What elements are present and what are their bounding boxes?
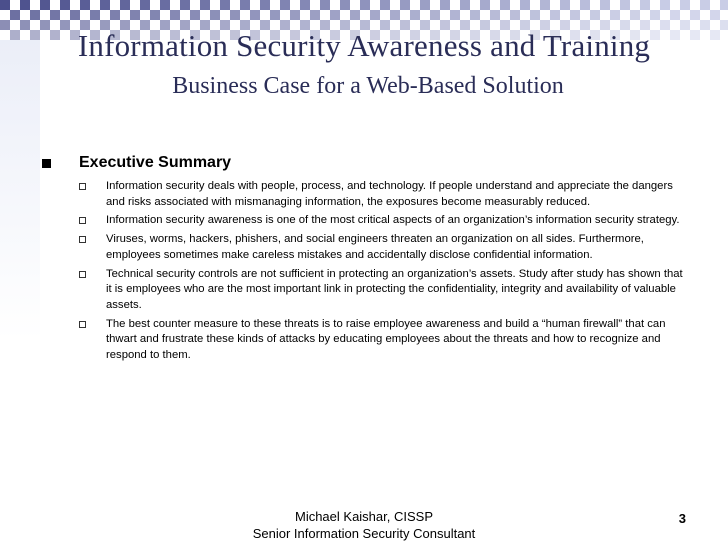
checker-cell	[180, 0, 190, 10]
slide-subtitle: Business Case for a Web-Based Solution	[172, 73, 564, 99]
checker-cell	[360, 0, 370, 10]
checker-cell	[40, 0, 50, 10]
hollow-square-bullet-icon	[79, 321, 86, 328]
checker-cell	[480, 0, 490, 10]
checker-cell	[540, 0, 550, 10]
list-item-text: Information security deals with people, process, and technology. If people understand and appreciate the dangers and risks associated with mismanaging information, the exposures become measurably reduced.	[106, 180, 673, 208]
checker-cell	[100, 0, 110, 10]
checker-cell	[150, 10, 160, 20]
checker-cell	[20, 0, 30, 10]
checker-cell	[50, 10, 60, 20]
checker-cell	[380, 0, 390, 10]
checker-cell	[550, 10, 560, 20]
checker-cell	[190, 10, 200, 20]
list-item	[73, 232, 708, 263]
checker-cell	[30, 10, 40, 20]
checker-cell	[220, 0, 230, 10]
checker-cell	[60, 0, 70, 10]
checker-cell	[470, 10, 480, 20]
checker-cell	[700, 0, 710, 10]
checker-cell	[500, 0, 510, 10]
list-item	[73, 317, 708, 364]
checker-cell	[80, 0, 90, 10]
list-item-text: Technical security controls are not sufficient in protecting an organization’s assets. Study after study has shown that it is employees who are the most important link in protecting the confidentiality, integrity and availability of valuable assets.	[106, 267, 683, 311]
checker-cell	[370, 10, 380, 20]
checker-cell	[230, 10, 240, 20]
checker-cell	[710, 10, 720, 20]
checker-cell	[510, 10, 520, 20]
bullet-list	[40, 179, 708, 364]
checker-cell	[70, 10, 80, 20]
checker-cell	[170, 10, 180, 20]
checker-cell	[400, 0, 410, 10]
checker-cell	[590, 10, 600, 20]
checker-cell	[200, 0, 210, 10]
section-heading-row	[40, 153, 708, 173]
list-item-text: The best counter measure to these threats is to raise employee awareness and build a “human firewall” that can thwart and frustrate these kinds of attacks by educating employees about the threats and how to recognize and respond to them.	[106, 317, 666, 362]
checker-cell	[690, 10, 700, 20]
checker-cell	[410, 10, 420, 20]
slide-title: Information Security Awareness and Training	[77, 28, 651, 63]
checker-cell	[260, 0, 270, 10]
square-bullet-icon	[42, 159, 51, 168]
checker-cell	[640, 0, 650, 10]
executive-summary-section	[40, 153, 708, 367]
checker-cell	[670, 10, 680, 20]
checker-cell	[120, 0, 130, 10]
hollow-square-bullet-icon	[79, 236, 86, 243]
checker-cell	[620, 0, 630, 10]
checker-cell	[420, 0, 430, 10]
checker-cell	[390, 10, 400, 20]
list-item-text: Viruses, worms, hackers, phishers, and social engineers threaten an organization on all sides. Furthermore, employees sometimes make careless mistakes and accidentally disclose confidential information.	[106, 233, 644, 261]
footer-role: Senior Information Security Consultant	[252, 526, 476, 541]
checker-cell	[430, 10, 440, 20]
checker-cell	[460, 0, 470, 10]
checker-cell	[580, 0, 590, 10]
checker-cell	[660, 0, 670, 10]
checker-cell	[90, 10, 100, 20]
checker-cell	[650, 10, 660, 20]
checker-cell	[130, 10, 140, 20]
list-item	[73, 179, 708, 210]
section-heading: Executive Summary	[79, 154, 232, 171]
footer	[0, 508, 728, 542]
checker-cell	[350, 10, 360, 20]
list-item	[73, 213, 708, 229]
footer-author: Michael Kaishar, CISSP	[294, 509, 433, 524]
checker-cell	[490, 10, 500, 20]
checker-cell	[0, 0, 10, 10]
checker-cell	[250, 10, 260, 20]
checker-cell	[330, 10, 340, 20]
checker-cell	[310, 10, 320, 20]
checker-cell	[320, 0, 330, 10]
checker-cell	[520, 0, 530, 10]
checker-cell	[600, 0, 610, 10]
checker-cell	[440, 0, 450, 10]
checker-cell	[560, 0, 570, 10]
page-number: 3	[678, 511, 686, 526]
checker-cell	[110, 10, 120, 20]
checker-cell	[290, 10, 300, 20]
checker-cell	[270, 10, 280, 20]
hollow-square-bullet-icon	[79, 271, 86, 278]
checker-cell	[340, 0, 350, 10]
list-item-text: Information security awareness is one of the most critical aspects of an organization’s information security strategy.	[106, 214, 680, 227]
hollow-square-bullet-icon	[79, 217, 86, 224]
checker-cell	[450, 10, 460, 20]
checker-cell	[160, 0, 170, 10]
checker-cell	[630, 10, 640, 20]
hollow-square-bullet-icon	[79, 183, 86, 190]
checker-cell	[300, 0, 310, 10]
list-item	[73, 267, 708, 314]
checker-cell	[570, 10, 580, 20]
checker-cell	[210, 10, 220, 20]
checker-cell	[680, 0, 690, 10]
checker-cell	[280, 0, 290, 10]
checker-cell	[610, 10, 620, 20]
checker-cell	[530, 10, 540, 20]
checker-cell	[10, 10, 20, 20]
checker-cell	[240, 0, 250, 10]
checker-cell	[720, 0, 728, 10]
checker-cell	[140, 0, 150, 10]
